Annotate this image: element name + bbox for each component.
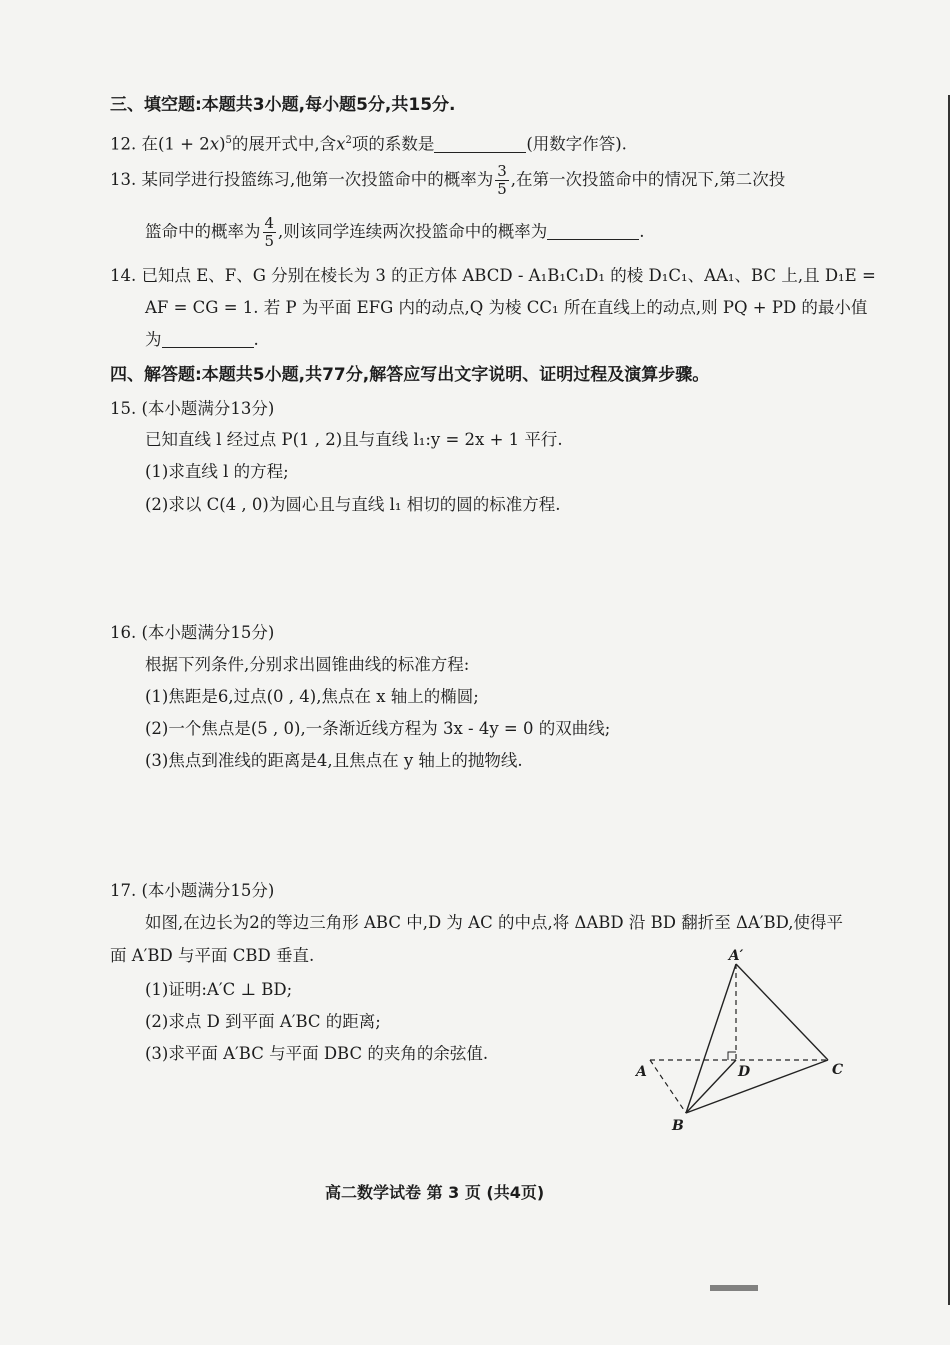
q12-var-x: x — [209, 134, 220, 154]
scan-artifact — [710, 1285, 758, 1291]
q13-answer-blank[interactable] — [547, 223, 639, 240]
label-A-prime: A′ — [728, 948, 744, 964]
q14-text-2: AF = CG = 1. 若 P 为平面 EFG 内的动点,Q 为棱 CC₁ 所在直线上的动点,则 PQ + PD 的最小值 — [145, 298, 868, 317]
q12-text-a: 在(1 + 2 — [141, 134, 210, 154]
q17-stem-2: 面 A′BD 与平面 CBD 垂直. — [110, 946, 315, 965]
edge-B-C — [686, 1060, 828, 1113]
q14-text-3b: . — [253, 330, 259, 349]
q12-answer-blank[interactable] — [434, 136, 526, 153]
q12-number: 12. — [110, 134, 137, 154]
q12-text-b: ) — [219, 134, 226, 154]
q15-part-2: (2)求以 C(4 , 0)为圆心且与直线 l₁ 相切的圆的标准方程. — [145, 495, 561, 514]
edge-A-prime-B — [686, 964, 736, 1113]
q13-text-d: ,则该同学连续两次投篮命中的概率为 — [278, 222, 548, 241]
q13-fraction-1 — [495, 163, 509, 198]
q13-fraction-2-numerator: 4 — [264, 214, 275, 232]
q15-stem: 已知直线 l 经过点 P(1 , 2)且与直线 l₁:y = 2x + 1 平行. — [145, 430, 563, 449]
edge-A-prime-C — [736, 964, 828, 1060]
q17-part-3: (3)求平面 A′BC 与平面 DBC 的夹角的余弦值. — [145, 1044, 489, 1063]
q16-stem: 根据下列条件,分别求出圆锥曲线的标准方程: — [145, 655, 470, 674]
q16-part-2: (2)一个焦点是(5 , 0),一条渐近线方程为 3x - 4y = 0 的双曲线; — [145, 719, 611, 738]
q17-part-2: (2)求点 D 到平面 A′BC 的距离; — [145, 1012, 381, 1031]
q16-part-1: (1)焦距是6,过点(0 , 4),焦点在 x 轴上的椭圆; — [145, 687, 479, 706]
page-footer: 高二数学试卷 第 3 页 (共4页) — [325, 1183, 545, 1202]
q13-fraction-2 — [263, 215, 277, 250]
q13-fraction-2-denominator: 5 — [264, 232, 275, 250]
q16-part-3: (3)焦点到准线的距离是4,且焦点在 y 轴上的抛物线. — [145, 751, 523, 770]
q15-header: 15. (本小题满分13分) — [110, 399, 275, 418]
q13-fraction-1-denominator: 5 — [497, 180, 507, 198]
question-12 — [110, 130, 627, 156]
q17-geometry-figure — [628, 940, 858, 1140]
q16-header: 16. (本小题满分15分) — [110, 623, 275, 642]
q15-part-1: (1)求直线 l 的方程; — [145, 462, 289, 481]
q13-text-b: ,在第一次投篮命中的情况下,第二次投 — [510, 170, 786, 189]
q14-text-1: 已知点 E、F、G 分别在棱长为 3 的正方体 ABCD - A₁B₁C₁D₁ 的棱 D₁C₁、AA₁、BC 上,且 D₁E = — [141, 266, 876, 285]
q14-answer-blank[interactable] — [162, 331, 254, 348]
q17-header: 17. (本小题满分15分) — [110, 881, 275, 900]
q13-fraction-1-numerator: 3 — [497, 162, 507, 180]
q14-text-3a: 为 — [145, 330, 162, 349]
edge-A-B-dashed — [650, 1060, 686, 1113]
label-D: D — [738, 1064, 751, 1080]
q12-exponent-2: 2 — [345, 135, 352, 146]
q13-text-a: 某同学进行投篮练习,他第一次投篮命中的概率为 — [141, 170, 494, 189]
label-A: A — [636, 1064, 647, 1080]
q13-text-e: . — [639, 222, 645, 241]
q12-text-d: 项的系数是 — [351, 134, 435, 154]
question-13-line1 — [110, 163, 785, 198]
section4-title: 四、解答题:本题共5小题,共77分,解答应写出文字说明、证明过程及演算步骤。 — [110, 365, 710, 385]
q12-var-x2: x — [336, 134, 346, 154]
edge-B-D — [686, 1060, 736, 1113]
right-angle-mark — [728, 1052, 736, 1060]
q14-number: 14. — [110, 266, 137, 285]
q17-part-1: (1)证明:A′C ⊥ BD; — [145, 980, 293, 999]
q12-text-c: 的展开式中,含 — [231, 134, 337, 154]
question-13-line2 — [145, 215, 645, 250]
q13-number: 13. — [110, 170, 137, 189]
label-C: C — [832, 1062, 844, 1078]
question-14-line3 — [145, 329, 259, 351]
section3-title: 三、填空题:本题共3小题,每小题5分,共15分. — [110, 95, 456, 115]
q17-stem-1: 如图,在边长为2的等边三角形 ABC 中,D 为 AC 的中点,将 ΔABD 沿 BD 翻折至 ΔA′BD,使得平 — [145, 913, 844, 932]
question-14-line1 — [110, 265, 876, 287]
q12-text-e: (用数字作答). — [526, 134, 627, 154]
q12-exponent: 5 — [225, 135, 232, 146]
label-B: B — [672, 1118, 684, 1134]
q13-text-c: 篮命中的概率为 — [145, 222, 261, 241]
